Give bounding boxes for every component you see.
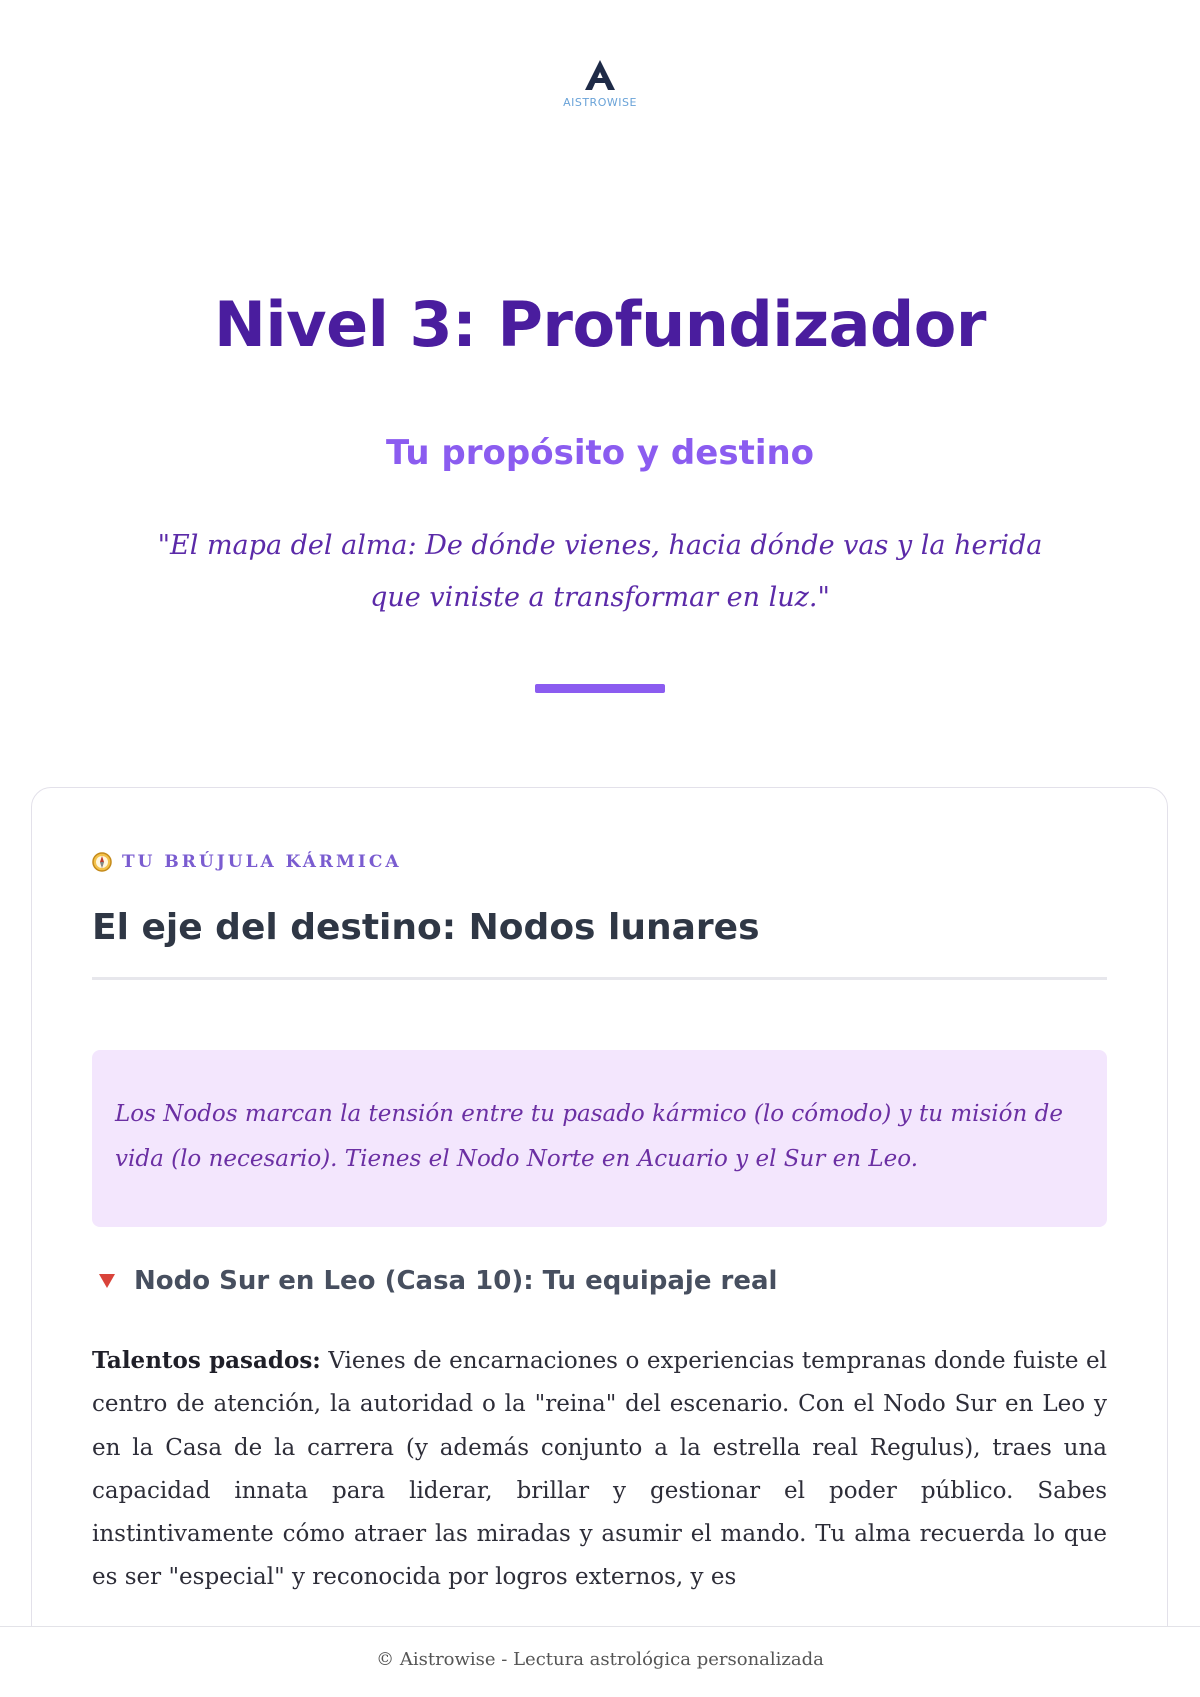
page-title: Nivel 3: Profundizador [214,288,986,361]
page-footer [0,1626,1200,1697]
section-label [92,852,402,872]
karmic-compass-card [31,787,1168,1697]
compass-icon [92,852,112,872]
triangle-down-icon [98,1273,116,1289]
section-label-text: TU BRÚJULA KÁRMICA [122,852,402,872]
page-subtitle: Tu propósito y destino [385,433,815,473]
paragraph-label: Talentos pasados: [92,1347,321,1374]
footer-text: © Aistrowise - Lectura astrológica personalizada [376,1649,824,1670]
card-title: El eje del destino: Nodos lunares [92,906,1107,980]
brand-name: AISTROWISE [563,96,637,109]
past-talents-paragraph [92,1339,1107,1600]
brand-logo [0,58,1200,109]
accent-divider [535,684,665,693]
logo-a-icon [581,58,619,92]
intro-quote: "El mapa del alma: De dónde vienes, hacia dónde vas y la herida que viniste a transformar en luz." [157,530,1043,613]
nodes-callout: Los Nodos marcan la tensión entre tu pasado kármico (lo cómodo) y tu misión de vida (lo necesario). Tienes el Nodo Norte en Acuario y el Sur en Leo. [92,1050,1107,1227]
paragraph-body: Vienes de encarnaciones o experiencias tempranas donde fuiste el centro de atención, la autoridad o la "reina" del escenario. Con el Nodo Sur en Leo y en la Casa de la carrera (y además conjunto a la estrella real Regulus), traes una capacidad innata para liderar, brillar y gestionar el poder público. Sabes instintivamente cómo atraer las miradas y asumir el mando. Tu alma recuerda lo que es ser "especial" y reconocida por logros externos, y es [92,1348,1107,1591]
south-node-heading [98,1266,777,1296]
south-node-heading-text: Nodo Sur en Leo (Casa 10): Tu equipaje real [134,1266,778,1296]
